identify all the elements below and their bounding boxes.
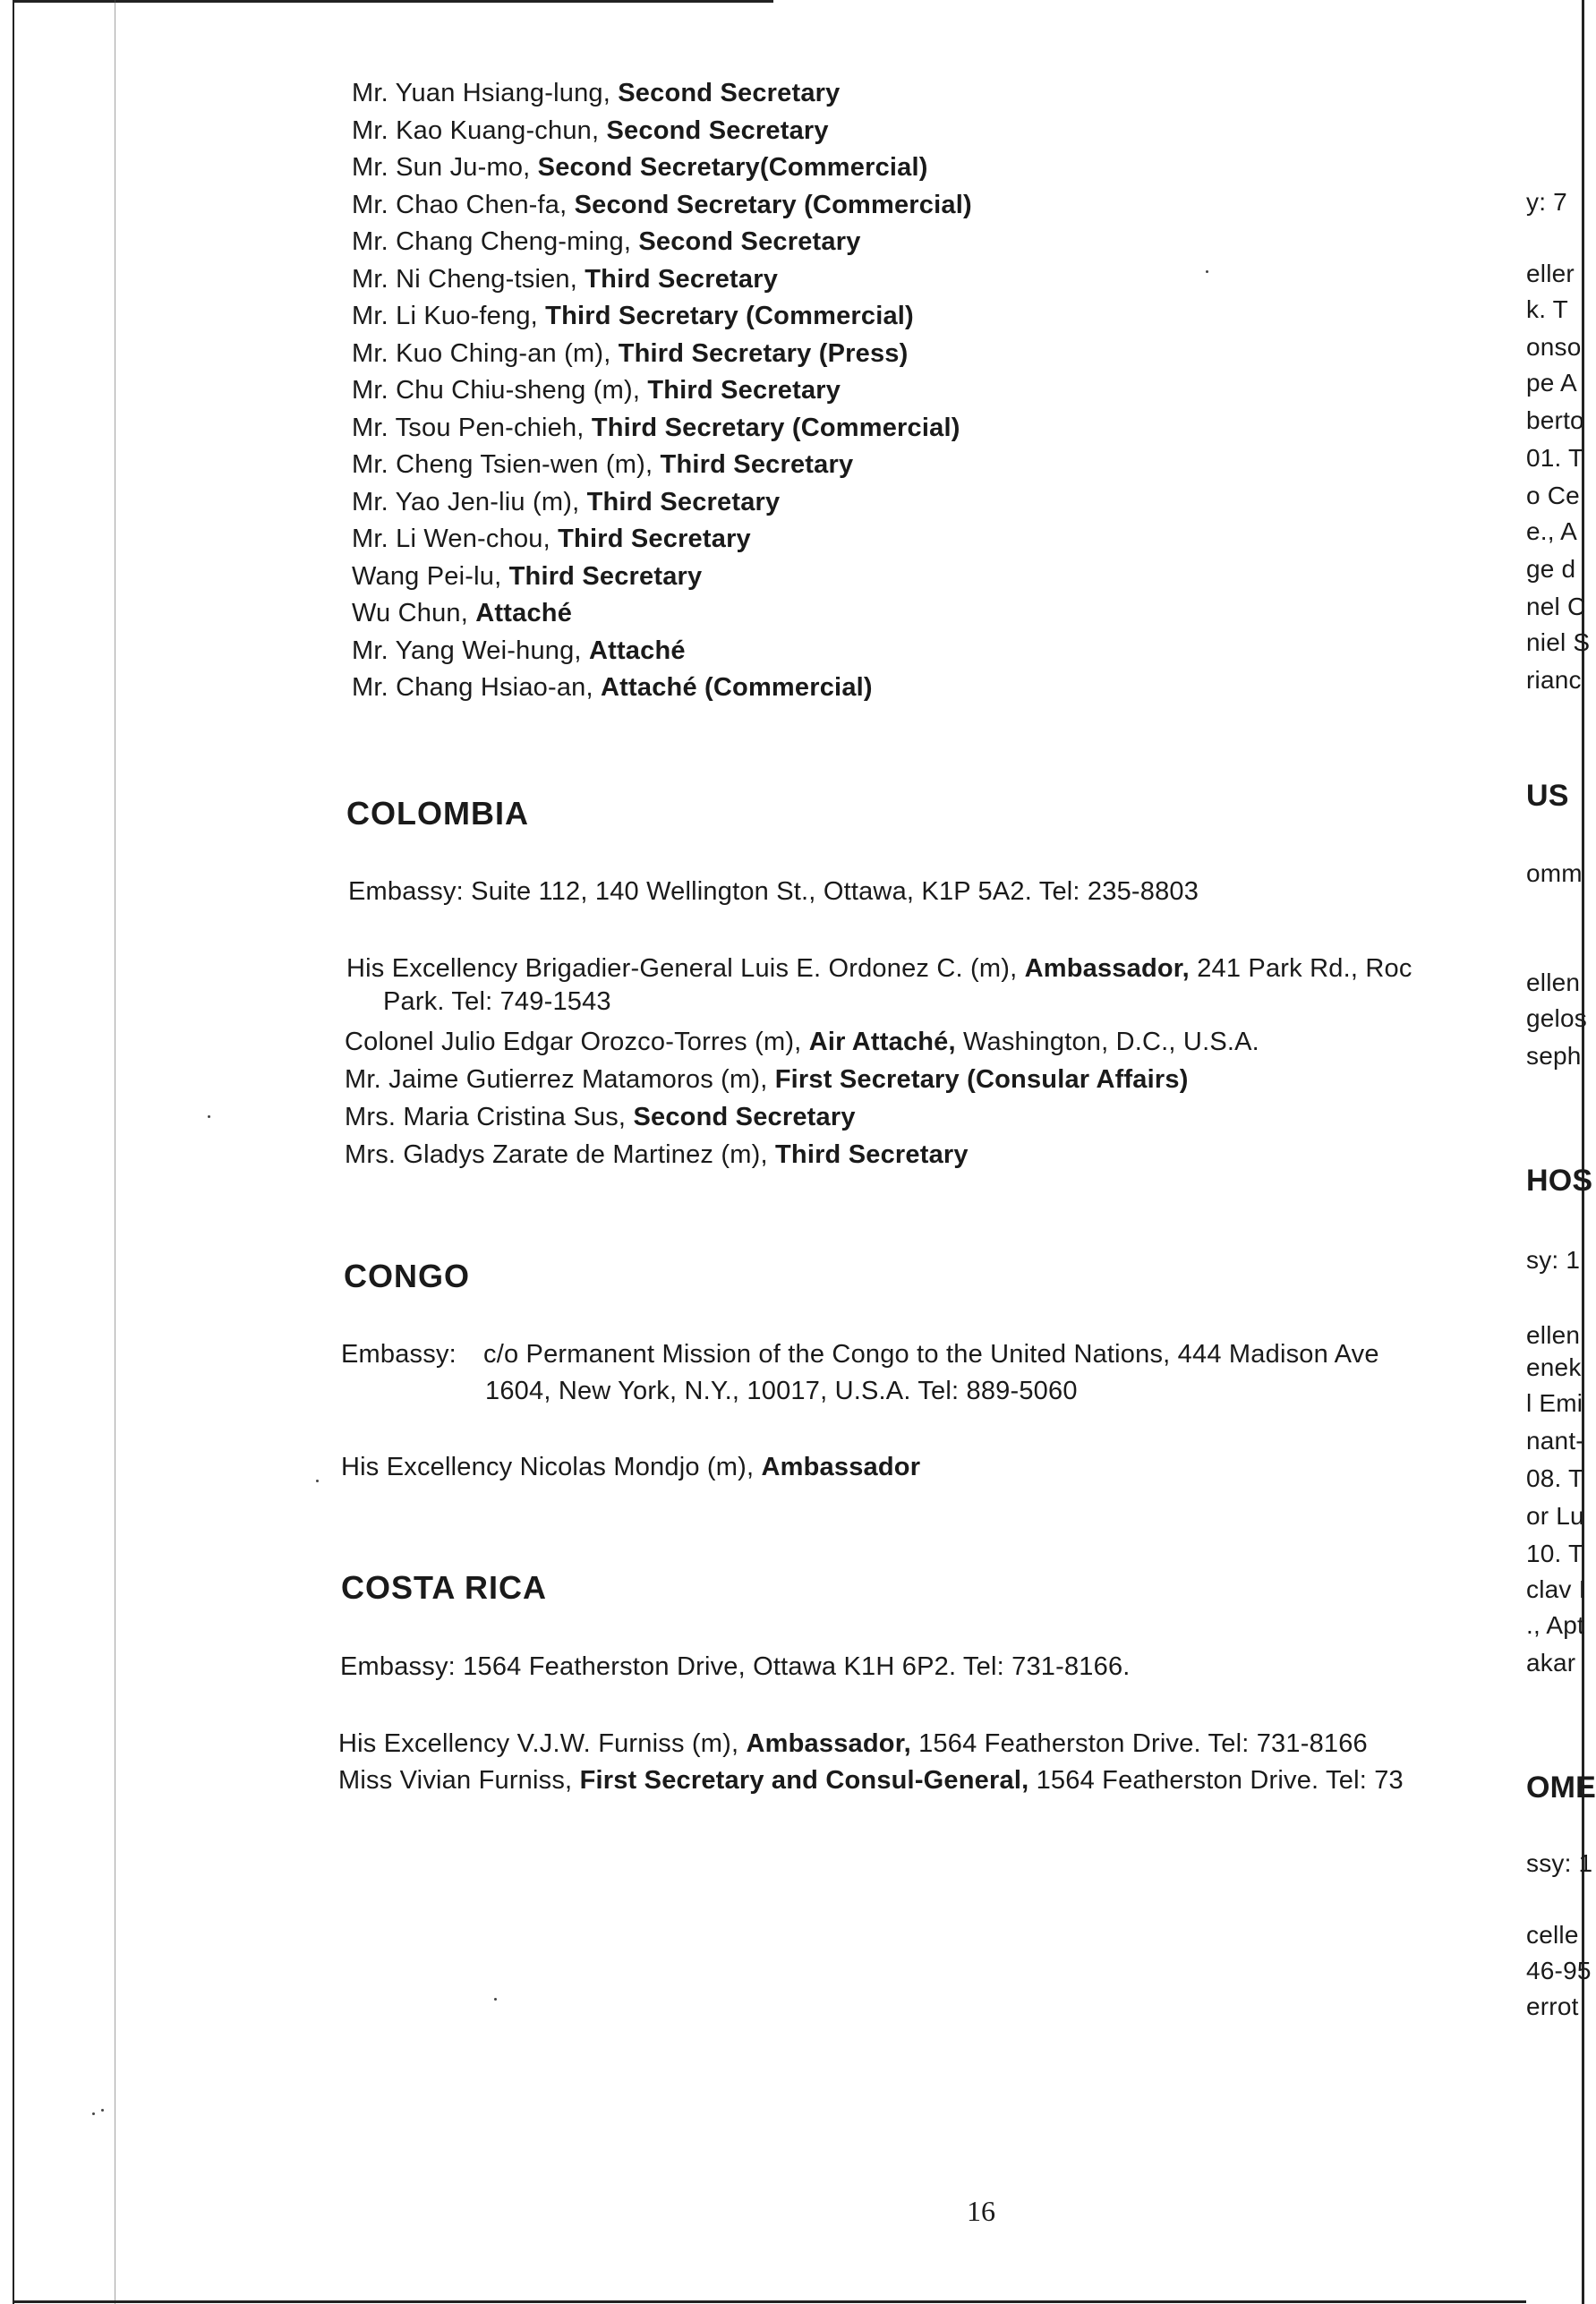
embassy-address: c/o Permanent Mission of the Congo to the United Nations, 444 Madison Ave (483, 1340, 1379, 1369)
adjacent-page-text-fragment: 08. T (1526, 1464, 1584, 1492)
adjacent-page-text-fragment: 10. T (1526, 1540, 1584, 1567)
adjacent-page-text-fragment: celle (1526, 1921, 1579, 1949)
adjacent-page-heading-fragment: HOS (1526, 1164, 1593, 1198)
list-item: Wu Chun, Attaché (352, 599, 573, 627)
list-item: Mr. Kao Kuang-chun, Second Secretary (352, 115, 829, 145)
adjacent-page-text-fragment: pe A (1526, 369, 1577, 397)
scan-speck (1206, 270, 1208, 273)
list-item: Mr. Chang Hsiao-an, Attaché (Commercial) (352, 673, 873, 702)
adjacent-page-text-fragment: omm (1526, 859, 1583, 887)
list-item: Mr. Li Wen-chou, Third Secretary (352, 525, 751, 553)
embassy-address: Embassy: 1564 Featherston Drive, Ottawa K1H 6P2. Tel: 731-8166. (340, 1652, 1131, 1681)
page-number: 16 (967, 2195, 995, 2227)
adjacent-page-text-fragment: seph (1526, 1042, 1582, 1070)
adjacent-page-fragment (1526, 0, 1596, 2304)
staff-list-continued (352, 75, 1515, 707)
list-item: Mr. Yao Jen-liu (m), Third Secretary (352, 487, 781, 516)
adjacent-page-text-fragment: berto (1526, 406, 1584, 434)
adjacent-page-text-fragment: y: 7 (1526, 188, 1567, 216)
embassy-address: Embassy: Suite 112, 140 Wellington St., Ottawa, K1P 5A2. Tel: 235-8803 (348, 877, 1199, 906)
adjacent-page-text-fragment: 01. T (1526, 444, 1584, 472)
section-heading-congo: CONGO (344, 1258, 471, 1294)
adjacent-page-text-fragment: ., Apt (1526, 1611, 1585, 1639)
list-item: Mr. Yang Wei-hung, Attaché (352, 636, 686, 665)
list-item: Mrs. Gladys Zarate de Martinez (m), Third Secretary (345, 1140, 969, 1169)
adjacent-page-text-fragment: e., A (1526, 517, 1578, 545)
list-item: Mr. Chang Cheng-ming, Second Secretary (352, 227, 861, 256)
adjacent-page-text-fragment: o Ce (1526, 482, 1580, 509)
adjacent-page-text-fragment: 46-95 (1526, 1957, 1592, 1984)
adjacent-page-text-fragment: sy: 1 (1526, 1246, 1581, 1274)
list-item: Mr. Ni Cheng-tsien, Third Secretary (352, 264, 779, 294)
list-item: Mr. Kuo Ching-an (m), Third Secretary (Press) (352, 338, 909, 368)
embassy-label: Embassy: (341, 1340, 457, 1369)
adjacent-page-text-fragment: ssy: 1 (1526, 1849, 1593, 1877)
adjacent-page-text-fragment: nant- (1526, 1427, 1584, 1455)
adjacent-page-text-fragment: eller (1526, 260, 1575, 287)
embassy-address-continuation: 1604, New York, N.Y., 10017, U.S.A. Tel: 889-5060 (485, 1377, 1078, 1405)
adjacent-page-heading-fragment: OME (1526, 1771, 1596, 1805)
adjacent-page-heading-fragment: US (1526, 779, 1569, 813)
list-item: Mr. Jaime Gutierrez Matamoros (m), First Secretary (Consular Affairs) (345, 1065, 1189, 1094)
adjacent-page-text-fragment: ellen (1526, 969, 1581, 996)
adjacent-page-text-fragment: or Lu (1526, 1502, 1584, 1530)
adjacent-page-text-fragment: clav I (1526, 1575, 1586, 1603)
scan-speck (316, 1480, 319, 1482)
adjacent-page-text-fragment: l Emi (1526, 1389, 1583, 1417)
ambassador-entry: His Excellency Nicolas Mondjo (m), Ambassador (341, 1453, 921, 1481)
list-item: Colonel Julio Edgar Orozco-Torres (m), Air Attaché, Washington, D.C., U.S.A. (345, 1028, 1259, 1056)
list-item: Mr. Tsou Pen-chieh, Third Secretary (Commercial) (352, 413, 960, 442)
list-item: Mr. Chu Chiu-sheng (m), Third Secretary (352, 376, 841, 405)
adjacent-page-text-fragment: nel C (1526, 593, 1586, 620)
adjacent-page-text-fragment: rianc (1526, 666, 1582, 694)
adjacent-page-text-fragment: ellen (1526, 1321, 1581, 1349)
list-item: Mr. Cheng Tsien-wen (m), Third Secretary (352, 450, 854, 479)
adjacent-page-text-fragment: onso (1526, 333, 1582, 361)
adjacent-page-text-fragment: gelos (1526, 1004, 1587, 1032)
list-item: Mr. Chao Chen-fa, Second Secretary (Commercial) (352, 190, 972, 219)
scan-speck (208, 1115, 210, 1118)
section-heading-colombia: COLOMBIA (346, 795, 529, 832)
ambassador-entry: His Excellency V.J.W. Furniss (m), Ambassador, 1564 Featherston Drive. Tel: 731-8166 (338, 1729, 1368, 1758)
section-heading-costa-rica: COSTA RICA (341, 1569, 547, 1606)
adjacent-page-text-fragment: errot (1526, 1993, 1579, 2020)
adjacent-page-text-fragment: ge d (1526, 555, 1576, 583)
list-item: Miss Vivian Furniss, First Secretary and Consul-General, 1564 Featherston Drive. Tel: 73 (338, 1766, 1404, 1795)
adjacent-page-text-fragment: niel S (1526, 628, 1591, 656)
ambassador-entry: His Excellency Brigadier-General Luis E. Ordonez C. (m), Ambassador, 241 Park Rd., Roc (346, 954, 1413, 983)
adjacent-page-text-fragment: akar (1526, 1649, 1576, 1677)
adjacent-page-text-fragment: k. T (1526, 295, 1568, 323)
ambassador-entry-continuation: Park. Tel: 749-1543 (383, 987, 611, 1016)
list-item: Mrs. Maria Cristina Sus, Second Secretary (345, 1103, 856, 1131)
adjacent-page-text-fragment: enek (1526, 1353, 1582, 1381)
scan-speck (92, 2112, 95, 2115)
scan-speck (494, 1998, 497, 2001)
list-item: Mr. Li Kuo-feng, Third Secretary (Commercial) (352, 302, 914, 330)
list-item: Wang Pei-lu, Third Secretary (352, 561, 703, 591)
scan-speck (101, 2109, 104, 2112)
list-item: Mr. Yuan Hsiang-lung, Second Secretary (352, 79, 841, 107)
list-item: Mr. Sun Ju-mo, Second Secretary(Commercial) (352, 153, 928, 182)
